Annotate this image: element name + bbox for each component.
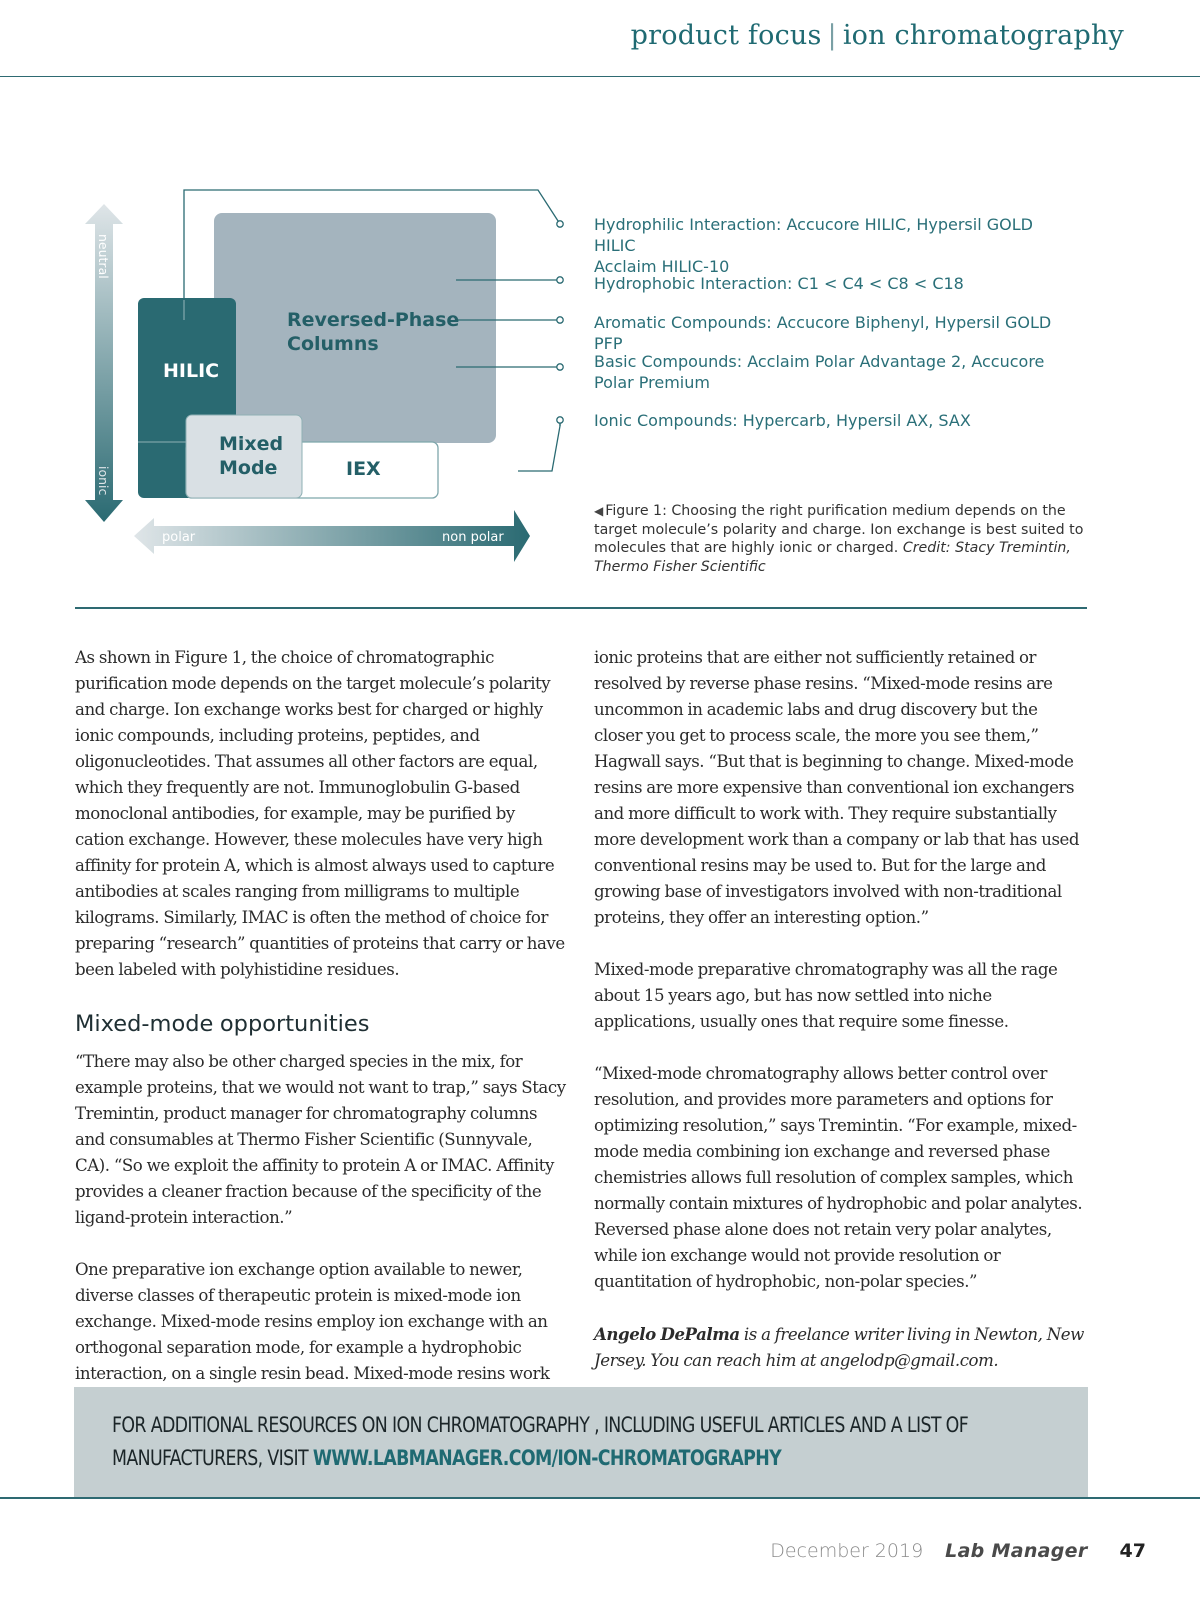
resources-text	[112, 1409, 977, 1475]
legend-item-hydrophilic	[594, 214, 1074, 277]
resources-line1: FOR ADDITIONAL RESOURCES ON ION CHROMATOGRAPHY , INCLUDING USEFUL ARTICLES AND A LIST OF	[112, 1413, 969, 1437]
page-number: 47	[1119, 1540, 1146, 1562]
section-topic: ion chromatography	[842, 20, 1124, 51]
caption-credit: Credit: Stacy Tremintin, Thermo Fisher Scientific	[594, 540, 1071, 575]
axis-label-polar: polar	[162, 530, 196, 545]
magazine-name: Lab Manager	[945, 1540, 1088, 1562]
mixed-mode-label-line1: Mixed	[219, 433, 284, 455]
legend-item-aromatic	[594, 312, 1074, 354]
legend-line: Acclaim HILIC-10	[594, 257, 730, 276]
header-separator: |	[827, 20, 837, 51]
legend-item-ionic	[594, 410, 1074, 431]
author-name: Angelo DePalma	[594, 1324, 740, 1344]
legend-line: Ionic Compounds: Hypercarb, Hypersil AX, SAX	[594, 411, 971, 430]
mixed-mode-label-line2: Mode	[219, 457, 278, 479]
hilic-label: HILIC	[163, 360, 220, 382]
paragraph: “Mixed-mode chromatography allows better control over resolution, and provides more parameters and options for optimizing resolution,” says Tremintin. “For example, mixed-mode media combining ion exchange and reversed phase chemistries allows full resolution of complex samples, which normally contain mixtures of hydrophobic and polar analytes. Reversed phase alone does not retain very polar analytes, while ion exchange would not provide resolution or quantitation of hydrophobic, non-polar species.”	[594, 1064, 1083, 1291]
axis-label-ionic: ionic	[96, 466, 111, 496]
caption-marker-icon: ◀	[594, 504, 604, 518]
axis-label-non-polar: non polar	[442, 530, 504, 545]
author-byline	[594, 1321, 1086, 1374]
paragraph: ionic proteins that are either not sufficiently retained or resolved by reverse phase resins. “Mixed-mode resins are uncommon in academic labs and drug discovery but the closer you get to process scale, the more you see them,” Hagwall says. “But that is beginning to change. Mixed-mode resins are more expensive than conventional ion exchangers and more difficult to work with. They require substantially more development work than a company or lab that has used conventional resins may be used to. But for the large and growing base of investigators involved with non-traditional proteins, they offer an interesting option.”	[594, 648, 1080, 927]
figure-caption	[594, 502, 1094, 576]
figure-divider	[75, 607, 1087, 609]
page-header	[0, 0, 1200, 77]
paragraph: Mixed-mode preparative chromatography was all the rage about 15 years ago, but has now settled into niche applications, usually ones that require some finesse.	[594, 960, 1058, 1031]
article-column-left	[75, 645, 567, 1439]
reversed-phase-label-line2: Columns	[287, 333, 379, 355]
legend-line: Hydrophilic Interaction: Accucore HILIC, Hypersil GOLD HILIC	[594, 215, 1033, 255]
resources-line2-prefix: MANUFACTURERS, VISIT	[112, 1446, 313, 1470]
resources-link[interactable]: WWW.LABMANAGER.COM/ION-CHROMATOGRAPHY	[312, 1446, 782, 1470]
paragraph: One preparative ion exchange option available to newer, diverse classes of therapeutic protein is mixed-mode ion exchange. Mixed-mode resins employ ion exchange with an orthogonal separation mode, for example a hydrophobic interaction, on a single resin bead. Mixed-mode resins work	[75, 1260, 550, 1383]
iex-label: IEX	[346, 458, 381, 480]
issue-date: December 2019	[770, 1540, 924, 1562]
reversed-phase-label	[287, 308, 459, 356]
paragraph: As shown in Figure 1, the choice of chromatographic purification mode depends on the target molecule’s polarity and charge. Ion exchange works best for charged or highly ionic compounds, including proteins, peptides, and oligonucleotides. That assumes all other factors are equal, which they frequently are not. Immunoglobulin G-based monoclonal antibodies, for example, may be purified by cation exchange. However, these molecules have very high affinity for protein A, which is almost always used to capture antibodies at scales ranging from milligrams to multiple kilograms. Similarly, IMAC is often the method of choice for preparing “research” quantities of proteins that carry or have been labeled with polyhistidine residues.	[75, 648, 565, 979]
mixed-mode-label	[219, 432, 283, 480]
legend-line: Aromatic Compounds: Accucore Biphenyl, Hypersil GOLD PFP	[594, 313, 1052, 353]
author-bio: is a freelance writer living in Newton, New Jersey. You can reach him at angelodp@gmail.com.	[594, 1325, 1084, 1370]
section-label: product focus	[630, 20, 822, 51]
legend-item-basic	[594, 351, 1074, 393]
figure-1	[66, 180, 1116, 600]
legend-line: Basic Compounds: Acclaim Polar Advantage 2, Accucore	[594, 352, 1045, 371]
subheading: Mixed-mode opportunities	[75, 1011, 370, 1037]
legend-line: Hydrophobic Interaction: C1 < C4 < C8 < C18	[594, 274, 964, 293]
axis-label-neutral: neutral	[96, 234, 111, 279]
footer-divider	[0, 1497, 1200, 1499]
paragraph: “There may also be other charged species in the mix, for example proteins, that we would not want to trap,” says Stacy Tremintin, product manager for chromatography columns and consumables at Thermo Fisher Scientific (Sunnyvale, CA). “So we exploit the affinity to protein A or IMAC. Affinity provides a cleaner fraction because of the specificity of the ligand-protein interaction.”	[75, 1052, 566, 1227]
caption-text: Figure 1: Choosing the right purification medium depends on the target molecule’s polarity and charge. Ion exchange is best suited to molecules that are highly ionic or charged.	[594, 503, 1084, 556]
page-footer	[770, 1540, 1146, 1566]
article-column-right	[594, 645, 1086, 1400]
section-title	[631, 20, 1124, 51]
resources-box	[74, 1387, 1088, 1497]
legend-line: Polar Premium	[594, 373, 710, 392]
reversed-phase-label-line1: Reversed-Phase	[287, 309, 460, 331]
legend-item-hydrophobic	[594, 273, 1074, 294]
resources-line2	[112, 1442, 977, 1475]
